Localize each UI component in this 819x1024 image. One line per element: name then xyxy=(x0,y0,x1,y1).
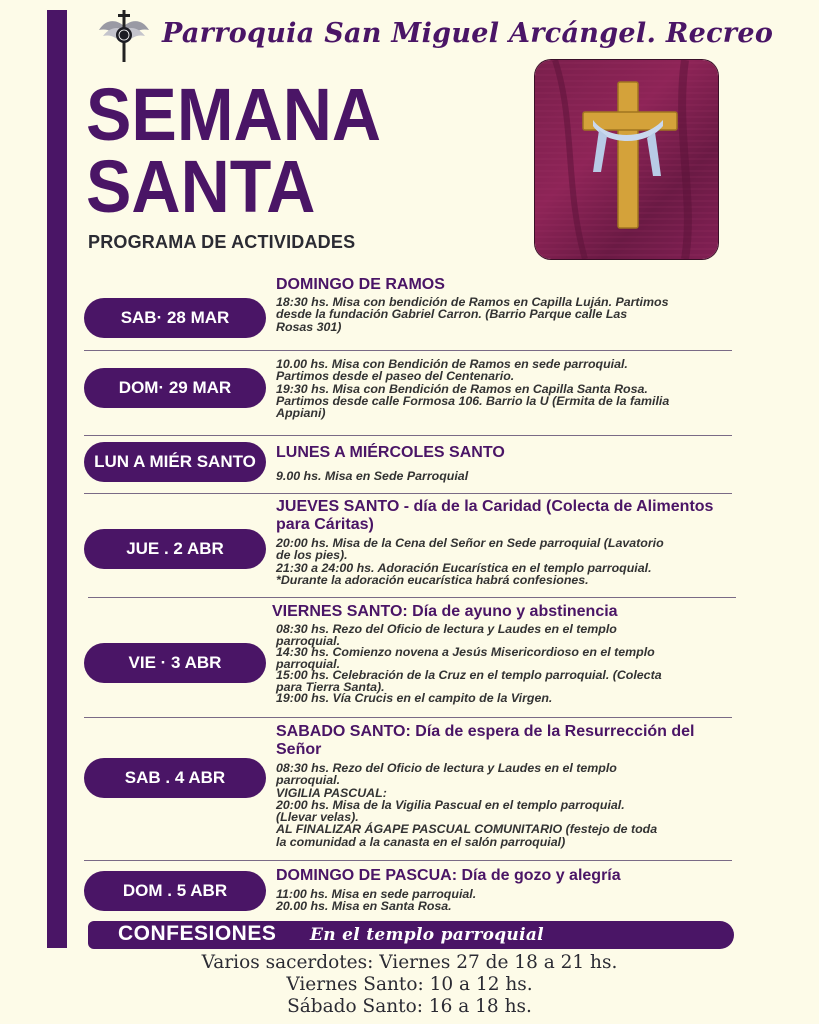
divider xyxy=(84,860,732,861)
date-pill-vie-3-abr: VIE · 3 ABR xyxy=(84,643,266,683)
event-details xyxy=(276,358,731,419)
divider xyxy=(88,597,736,598)
event-title: DOMINGO DE RAMOS xyxy=(276,276,445,293)
event-details xyxy=(276,470,731,482)
confessions-line: Sábado Santo: 16 a 18 hs. xyxy=(287,996,532,1017)
event-title-line: para Cáritas) xyxy=(276,516,374,533)
event-title: VIERNES SANTO: Día de ayuno y abstinencia xyxy=(272,603,618,620)
event-details xyxy=(276,888,731,913)
date-pill-dom-29-mar: DOM· 29 MAR xyxy=(84,368,266,408)
confessions-line: Varios sacerdotes: Viernes 27 de 18 a 21 hs. xyxy=(201,952,618,973)
event-line: desde la fundación Gabriel Carron. (Barrio Parque calle Las xyxy=(276,307,628,322)
event-line: de los pies). xyxy=(276,548,348,563)
event-line: Rosas 301) xyxy=(276,319,342,334)
event-line: Partimos desde el paseo del Centenario. xyxy=(276,369,515,384)
event-line: 21:30 a 24:00 hs. Adoración Eucarística en el templo parroquial. xyxy=(276,560,652,575)
parish-name: Parroquia San Miguel Arcángel. Recreo xyxy=(162,18,774,49)
confessions-label: CONFESIONES xyxy=(118,922,277,945)
title-semana: SEMANA xyxy=(86,73,382,156)
divider xyxy=(84,350,732,351)
event-line: (Llevar velas). xyxy=(276,810,359,825)
title-santa: SANTA xyxy=(86,145,316,228)
event-title-line: JUEVES SANTO - día de la Caridad (Colecta de Alimentos xyxy=(276,498,714,515)
event-line: Partimos desde calle Formosa 106. Barrio la U (Ermita de la familia xyxy=(276,393,670,408)
event-line: parroquial. xyxy=(276,656,341,671)
event-line: AL FINALIZAR ÁGAPE PASCUAL COMUNITARIO (festejo de toda xyxy=(276,822,658,837)
event-line: 10.00 hs. Misa con Bendición de Ramos en sede parroquial. xyxy=(276,357,628,371)
event-details xyxy=(276,296,731,333)
event-line: 19:30 hs. Misa con Bendición de Ramos en Capilla Santa Rosa. xyxy=(276,381,648,396)
event-line: para Tierra Santa). xyxy=(276,679,385,694)
event-line: 11:00 hs. Misa en sede parroquial. xyxy=(276,887,477,901)
program-subtitle: PROGRAMA DE ACTIVIDADES xyxy=(88,232,356,252)
event-line: Appiani) xyxy=(276,406,326,421)
event-line: 20:00 hs. Misa de la Cena del Señor en Sede parroquial (Lavatorio xyxy=(276,536,664,550)
event-details xyxy=(276,762,731,848)
event-title-line: Señor xyxy=(276,741,322,758)
event-line: 08:30 hs. Rezo del Oficio de lectura y Laudes en el templo xyxy=(276,622,617,636)
confessions-place: En el templo parroquial xyxy=(310,925,544,945)
event-line: 08:30 hs. Rezo del Oficio de lectura y Laudes en el templo xyxy=(276,761,617,775)
event-line: 14:30 hs. Comienzo novena a Jesús Misericordioso en el templo xyxy=(276,645,655,659)
date-pill-lun-mier-santo: LUN A MIÉR SANTO xyxy=(84,442,266,482)
event-line: VIGILIA PASCUAL: xyxy=(276,785,387,800)
date-pill-jue-2-abr: JUE . 2 ABR xyxy=(84,529,266,569)
date-pill-dom-5-abr: DOM . 5 ABR xyxy=(84,871,266,911)
event-line: 18:30 hs. Misa con bendición de Ramos en Capilla Luján. Partimos xyxy=(276,295,669,309)
event-line: 15:00 hs. Celebración de la Cruz en el templo parroquial. (Colecta xyxy=(276,668,662,682)
divider xyxy=(84,493,732,494)
event-title-line: SABADO SANTO: Día de espera de la Resurrección del xyxy=(276,723,695,740)
divider xyxy=(84,717,732,718)
date-pill-sab-28-mar: SAB· 28 MAR xyxy=(84,298,266,338)
divider xyxy=(84,435,732,436)
date-pill-sab-4-abr: SAB . 4 ABR xyxy=(84,758,266,798)
event-line: 9.00 hs. Misa en Sede Parroquial xyxy=(276,469,469,483)
event-line: 20.00 hs. Misa en Santa Rosa. xyxy=(276,899,452,914)
event-line: 20:00 hs. Misa de la Vigilia Pascual en el templo parroquial. xyxy=(276,797,625,812)
confessions-line: Viernes Santo: 10 a 12 hs. xyxy=(286,974,533,995)
event-details xyxy=(276,624,731,705)
event-title: LUNES A MIÉRCOLES SANTO xyxy=(276,444,505,461)
event-line: la comunidad a la canasta en el salón parroquial) xyxy=(276,834,566,849)
event-line: parroquial. xyxy=(276,633,341,648)
event-title xyxy=(276,498,736,534)
event-title xyxy=(276,723,736,759)
event-title: DOMINGO DE PASCUA: Día de gozo y alegría xyxy=(276,867,621,884)
event-line: 19:00 hs. Vía Crucis en el campito de la Virgen. xyxy=(276,691,553,705)
event-details xyxy=(276,537,731,586)
decorative-sidebar-bar xyxy=(47,10,67,948)
vestment-cross-image xyxy=(535,60,718,259)
event-line: *Durante la adoración eucarística habrá confesiones. xyxy=(276,572,589,587)
cross-icon xyxy=(535,60,718,259)
event-line: parroquial. xyxy=(276,773,341,788)
parish-logo-icon xyxy=(97,8,151,64)
